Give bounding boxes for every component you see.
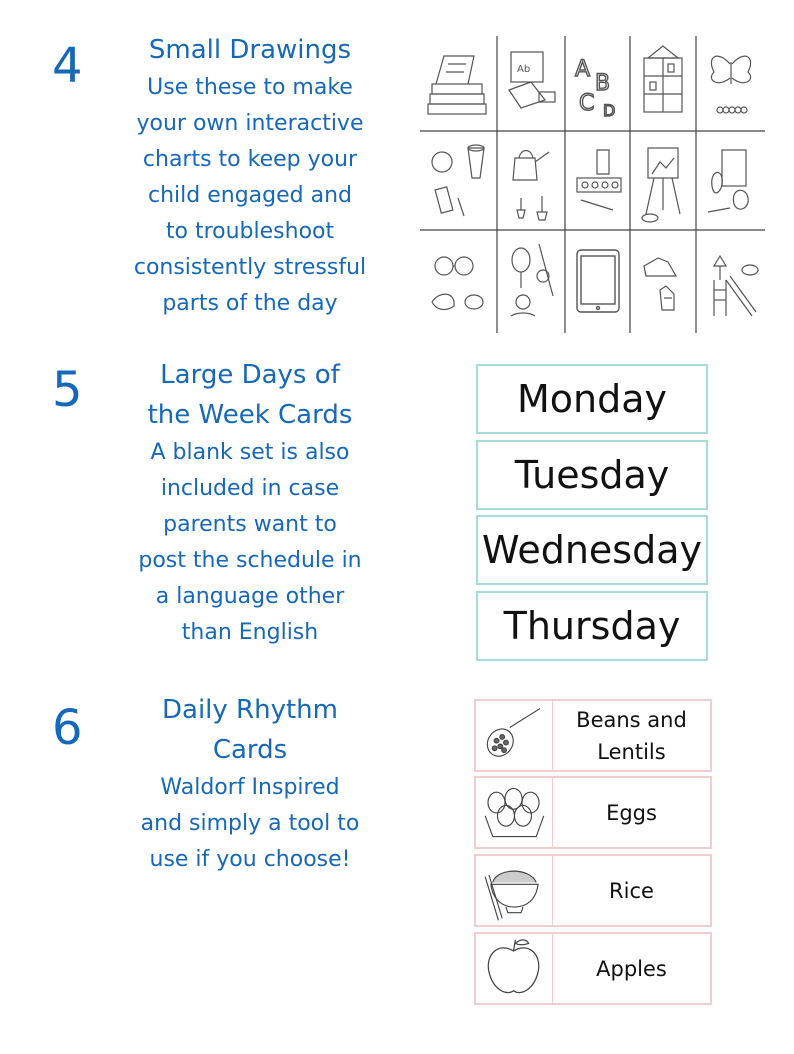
section-6-number: 6 [52,700,83,756]
small-drawings-grid [420,36,765,333]
rice-bowl-icon [476,856,553,925]
rhythm-card-label: Apples [596,956,667,981]
rhythm-card-rice [474,854,712,927]
spoon-of-beans-icon [476,701,553,770]
abc-letters-icon [569,42,627,126]
day-card-tuesday: Tuesday [476,440,708,510]
day-card-thursday: Thursday [476,591,708,661]
drum-tambourine-icon [424,138,492,224]
letter-board-icon [501,42,561,126]
section-5-description: A blank set is also included in case parents want to post the schedule in a language other than English [138,440,362,645]
svg-text:C: C [579,91,595,116]
rhythm-card-apples [474,932,712,1005]
sports-equipment-icon [501,236,561,328]
section-4-title: Small Drawings [148,35,352,65]
egg-carton-icon [476,778,553,847]
rhythm-card-beans-lentils [474,699,712,772]
svg-text:D: D [603,101,616,120]
section-6-text [120,690,380,878]
rhythm-card-label: Rice [609,878,654,903]
dollhouse-icon [634,42,692,126]
binoculars-leaves-icon [424,236,492,328]
shoes-icon [634,236,692,328]
section-4-text [120,30,380,322]
section-5-text [120,355,380,651]
rhythm-card-eggs [474,776,712,849]
day-card-monday: Monday [476,364,708,434]
watering-can-plants-icon [501,138,561,224]
section-5-title: Large Days of the Week Cards [147,360,353,430]
easel-painting-icon [634,138,692,224]
section-4-description: Use these to make your own interactive charts to keep your child engaged and to troubleshoot consistently stressful parts of the day [133,75,367,316]
section-4-number: 4 [52,38,83,94]
craft-supplies-icon [569,138,627,224]
svg-text:B: B [595,71,611,96]
playground-slide-icon [700,236,762,328]
svg-text:Ab: Ab [517,64,531,75]
apple-icon [476,934,553,1003]
svg-text:A: A [575,57,591,82]
butterfly-caterpillar-icon [700,42,762,126]
clay-shapes-icon [700,138,762,224]
section-6-description: Waldorf Inspired and simply a tool to use if you choose! [140,775,360,872]
section-5-number: 5 [52,362,83,418]
books-icon [424,42,492,126]
tablet-icon [569,236,627,328]
day-card-wednesday: Wednesday [476,515,708,585]
rhythm-card-label: Beans and Lentils [576,707,687,764]
rhythm-card-label: Eggs [606,800,657,825]
section-6-title: Daily Rhythm Cards [162,695,338,765]
